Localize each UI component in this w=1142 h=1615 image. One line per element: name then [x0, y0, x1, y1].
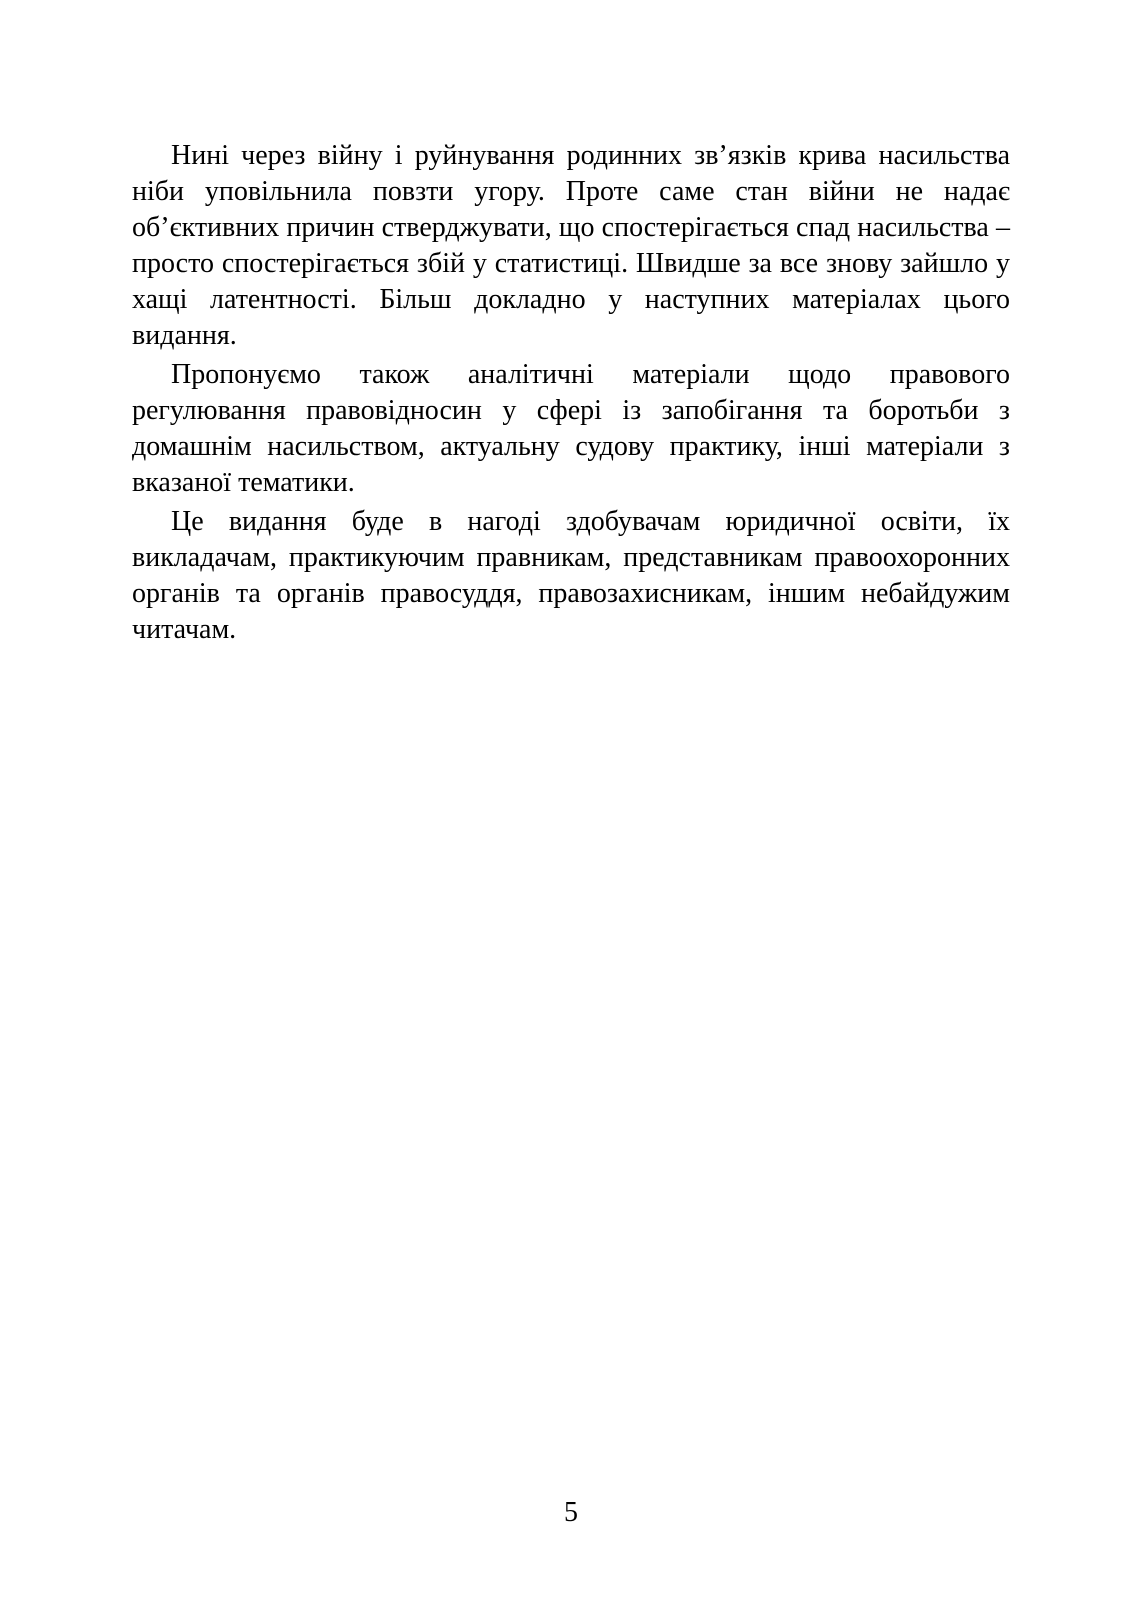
- paragraph-target-audience: Це видання буде в нагоді здобувачам юридичної освіти, їх викладачам, практикуючим правникам, представникам правоохоронних органів та органів правосуддя, правозахисникам, іншим небайдужим читачам.: [132, 506, 1010, 645]
- page-number: 5: [564, 1497, 578, 1528]
- body-text: [132, 138, 1010, 651]
- paragraph-war-violence: Нині через війну і руйнування родинних зв’язків крива насильства ніби уповільнила повзти угору. Проте саме стан війни не надає об’єктивних причин стверджувати, що спостерігається спад насильства – просто спостерігається збій у статистиці. Швидше за все знову зайшло у хащі латентності. Більш докладно у наступних матеріалах цього видання.: [132, 140, 1010, 351]
- paragraph-analytical-materials: Пропонуємо також аналітичні матеріали щодо правового регулювання правовідносин у сфері із запобігання та боротьби з домашнім насильством, актуальну судову практику, інші матеріали з вказаної тематики.: [132, 359, 1010, 498]
